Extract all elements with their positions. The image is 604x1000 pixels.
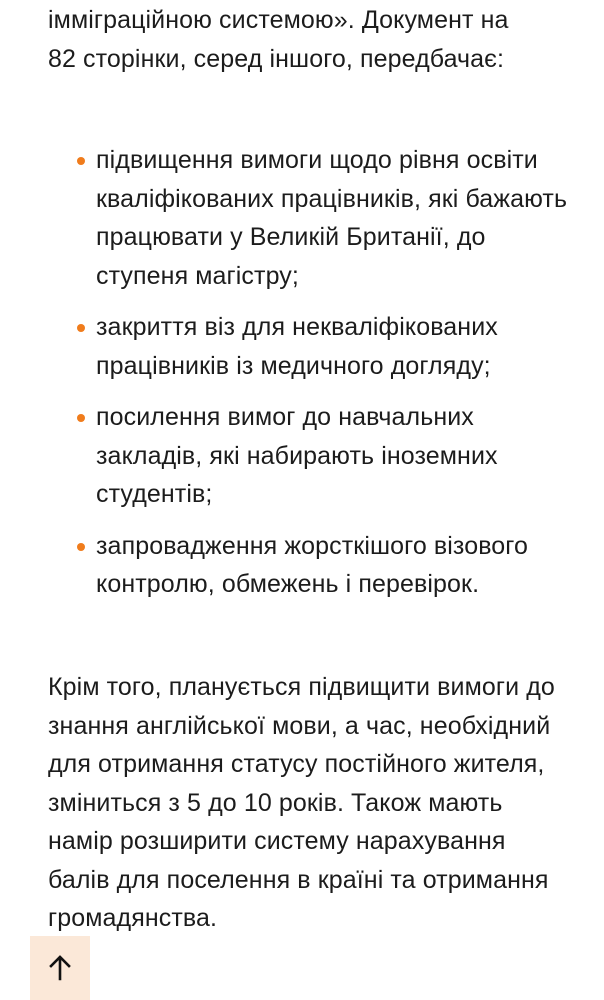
bullet-icon	[77, 543, 85, 551]
requirements-list	[48, 141, 568, 604]
arrow-up-icon	[49, 955, 71, 981]
list-item-text: підвищення вимоги щодо рівня освіти кваліфікованих працівників, які бажають працювати у Великій Британії, до ступеня магістру;	[96, 146, 568, 290]
list-item	[48, 527, 568, 604]
scroll-to-top-button[interactable]	[30, 936, 90, 1000]
bullet-icon	[77, 324, 85, 332]
bullet-icon	[77, 157, 85, 165]
bullet-icon	[77, 414, 85, 422]
list-item	[48, 308, 568, 385]
list-item-text: посилення вимог до навчальних закладів, які набирають іноземних студентів;	[96, 403, 498, 508]
list-item	[48, 141, 568, 295]
intro-paragraph: імміграційною системою». Документ на 82 сторінки, серед іншого, передбачає:	[48, 6, 509, 73]
list-item-text: запровадження жорсткішого візового контролю, обмежень і перевірок.	[96, 531, 528, 598]
conclusion-paragraph: Крім того, планується підвищити вимоги до знання англійської мови, а час, необхідний для отримання статусу постійного жителя, зміниться з 5 до 10 років. Також мають намір розширити систему нарахування балів для поселення в країні та отримання громадянства.	[48, 673, 555, 932]
list-item	[48, 398, 568, 514]
list-item-text: закриття віз для некваліфікованих працівників із медичного догляду;	[96, 313, 498, 380]
